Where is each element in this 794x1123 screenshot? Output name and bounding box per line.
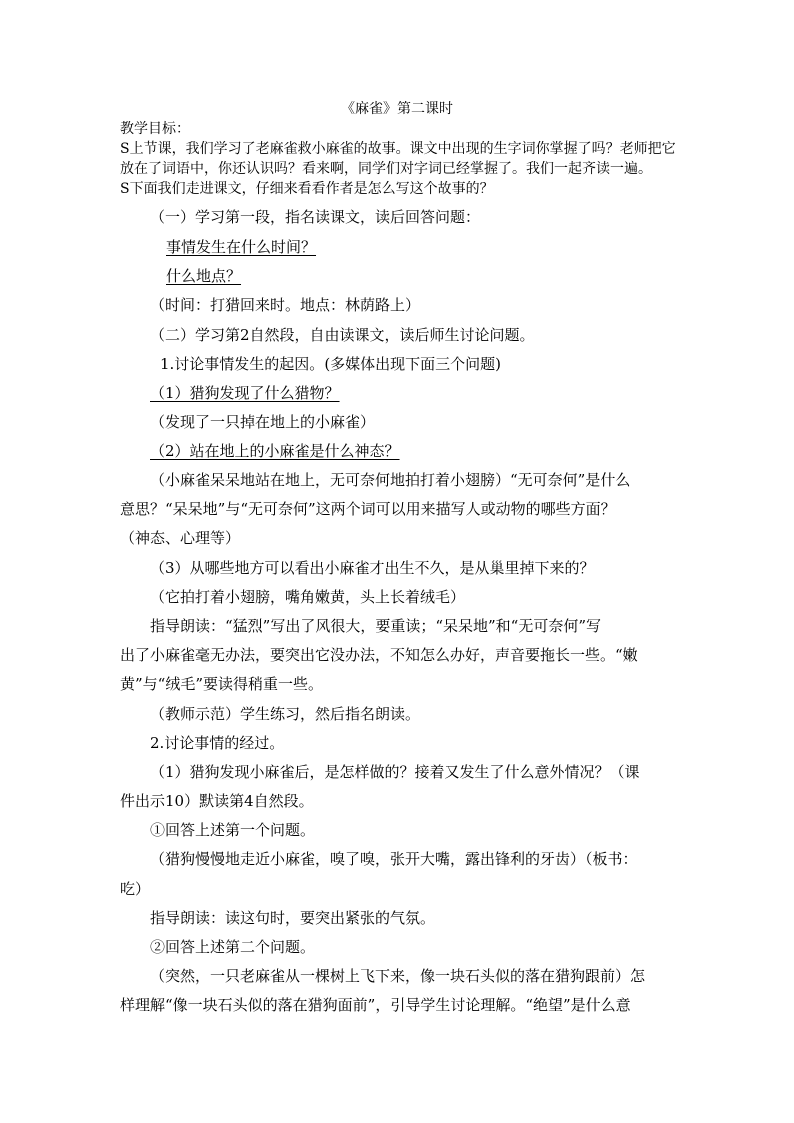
paragraph-line: 样理解“像一块石头似的落在猎狗面前”，引导学生讨论理解。“绝望”是什么意 (120, 996, 631, 1014)
paragraph-line: ②回答上述第二个问题。 (150, 938, 316, 956)
answer-line: （它拍打着小翅膀，嘴角嫩黄，头上长着绒毛） (150, 588, 466, 606)
paragraph-line: 1.讨论事情发生的起因。(多媒体出现下面三个问题) (160, 355, 502, 373)
question-line: 什么地点？ (166, 267, 242, 285)
paragraph-line: S下面我们走进课文，仔细来看看作者是怎么写这个故事的？ (120, 181, 494, 197)
document-title: 《麻雀》第二课时 (341, 101, 453, 117)
paragraph-line: 黄”与“绒毛”要读得稍重一些。 (120, 675, 324, 693)
paragraph-line: （猎狗慢慢地走近小麻雀，嗅了嗅，张开大嘴，露出锋利的牙齿）（板书： (150, 850, 638, 868)
answer-line: （发现了一只掉在地上的小麻雀） (150, 413, 376, 431)
paragraph-line: 意思？“呆呆地”与“无可奈何”这两个词可以用来描写人或动物的哪些方面？ (120, 500, 616, 518)
section-heading: 2.讨论事情的经过。 (150, 734, 285, 752)
paragraph-line: （1）猎狗发现小麻雀后，是怎样做的？接着又发生了什么意外情况？（课 (150, 763, 640, 781)
paragraph-line: 指导朗读：读这句时，要突出紧张的气氛。 (150, 909, 436, 927)
question-line: 事情发生在什么时间？ (166, 238, 317, 256)
paragraph-line: （小麻雀呆呆地站在地上，无可奈何地拍打着小翅膀）“无可奈何”是什么 (150, 471, 631, 489)
paragraph-line: 指导朗读：“猛烈”写出了风很大，要重读；“呆呆地”和“无可奈何”写 (150, 617, 602, 635)
question-line: （1）猎狗发现了什么猎物？ (150, 384, 340, 402)
question-line: （2）站在地上的小麻雀是什么神态？ (150, 442, 400, 460)
paragraph-line: 出了小麻雀毫无办法，要突出它没办法，不知怎么办好，声音要拖长一些。“嫩 (120, 646, 638, 664)
paragraph-line: ①回答上述第一个问题。 (150, 821, 316, 839)
paragraph-line: S上节课，我们学习了老麻雀救小麻雀的故事。课文中出现的生字词你掌握了吗？老师把它 (120, 141, 676, 157)
paragraph-line: （神态、心理等） (120, 529, 241, 547)
section-heading: （一）学习第一段，指名读课文，读后回答问题： (150, 208, 481, 226)
paragraph-line: （突然，一只老麻雀从一棵树上飞下来，像一块石头似的落在猎狗跟前）怎 (150, 967, 646, 985)
paragraph-line: 放在了词语中，你还认识吗？看来啊，同学们对字词已经掌握了。我们一起齐读一遍。 (120, 161, 652, 177)
answer-line: （时间：打猎回来时。地点：林荫路上） (150, 296, 421, 314)
paragraph-line: （教师示范）学生练习，然后指名朗读。 (150, 705, 421, 723)
question-line: （3）从哪些地方可以看出小麻雀才出生不久，是从巢里掉下来的？ (150, 559, 595, 577)
section-heading: （二）学习第2自然段，自由读课文，读后师生讨论问题。 (150, 326, 535, 344)
paragraph-line: 吃） (120, 880, 151, 898)
goal-heading: 教学目标： (120, 121, 190, 137)
paragraph-line: 件出示10）默读第4自然段。 (120, 792, 314, 810)
